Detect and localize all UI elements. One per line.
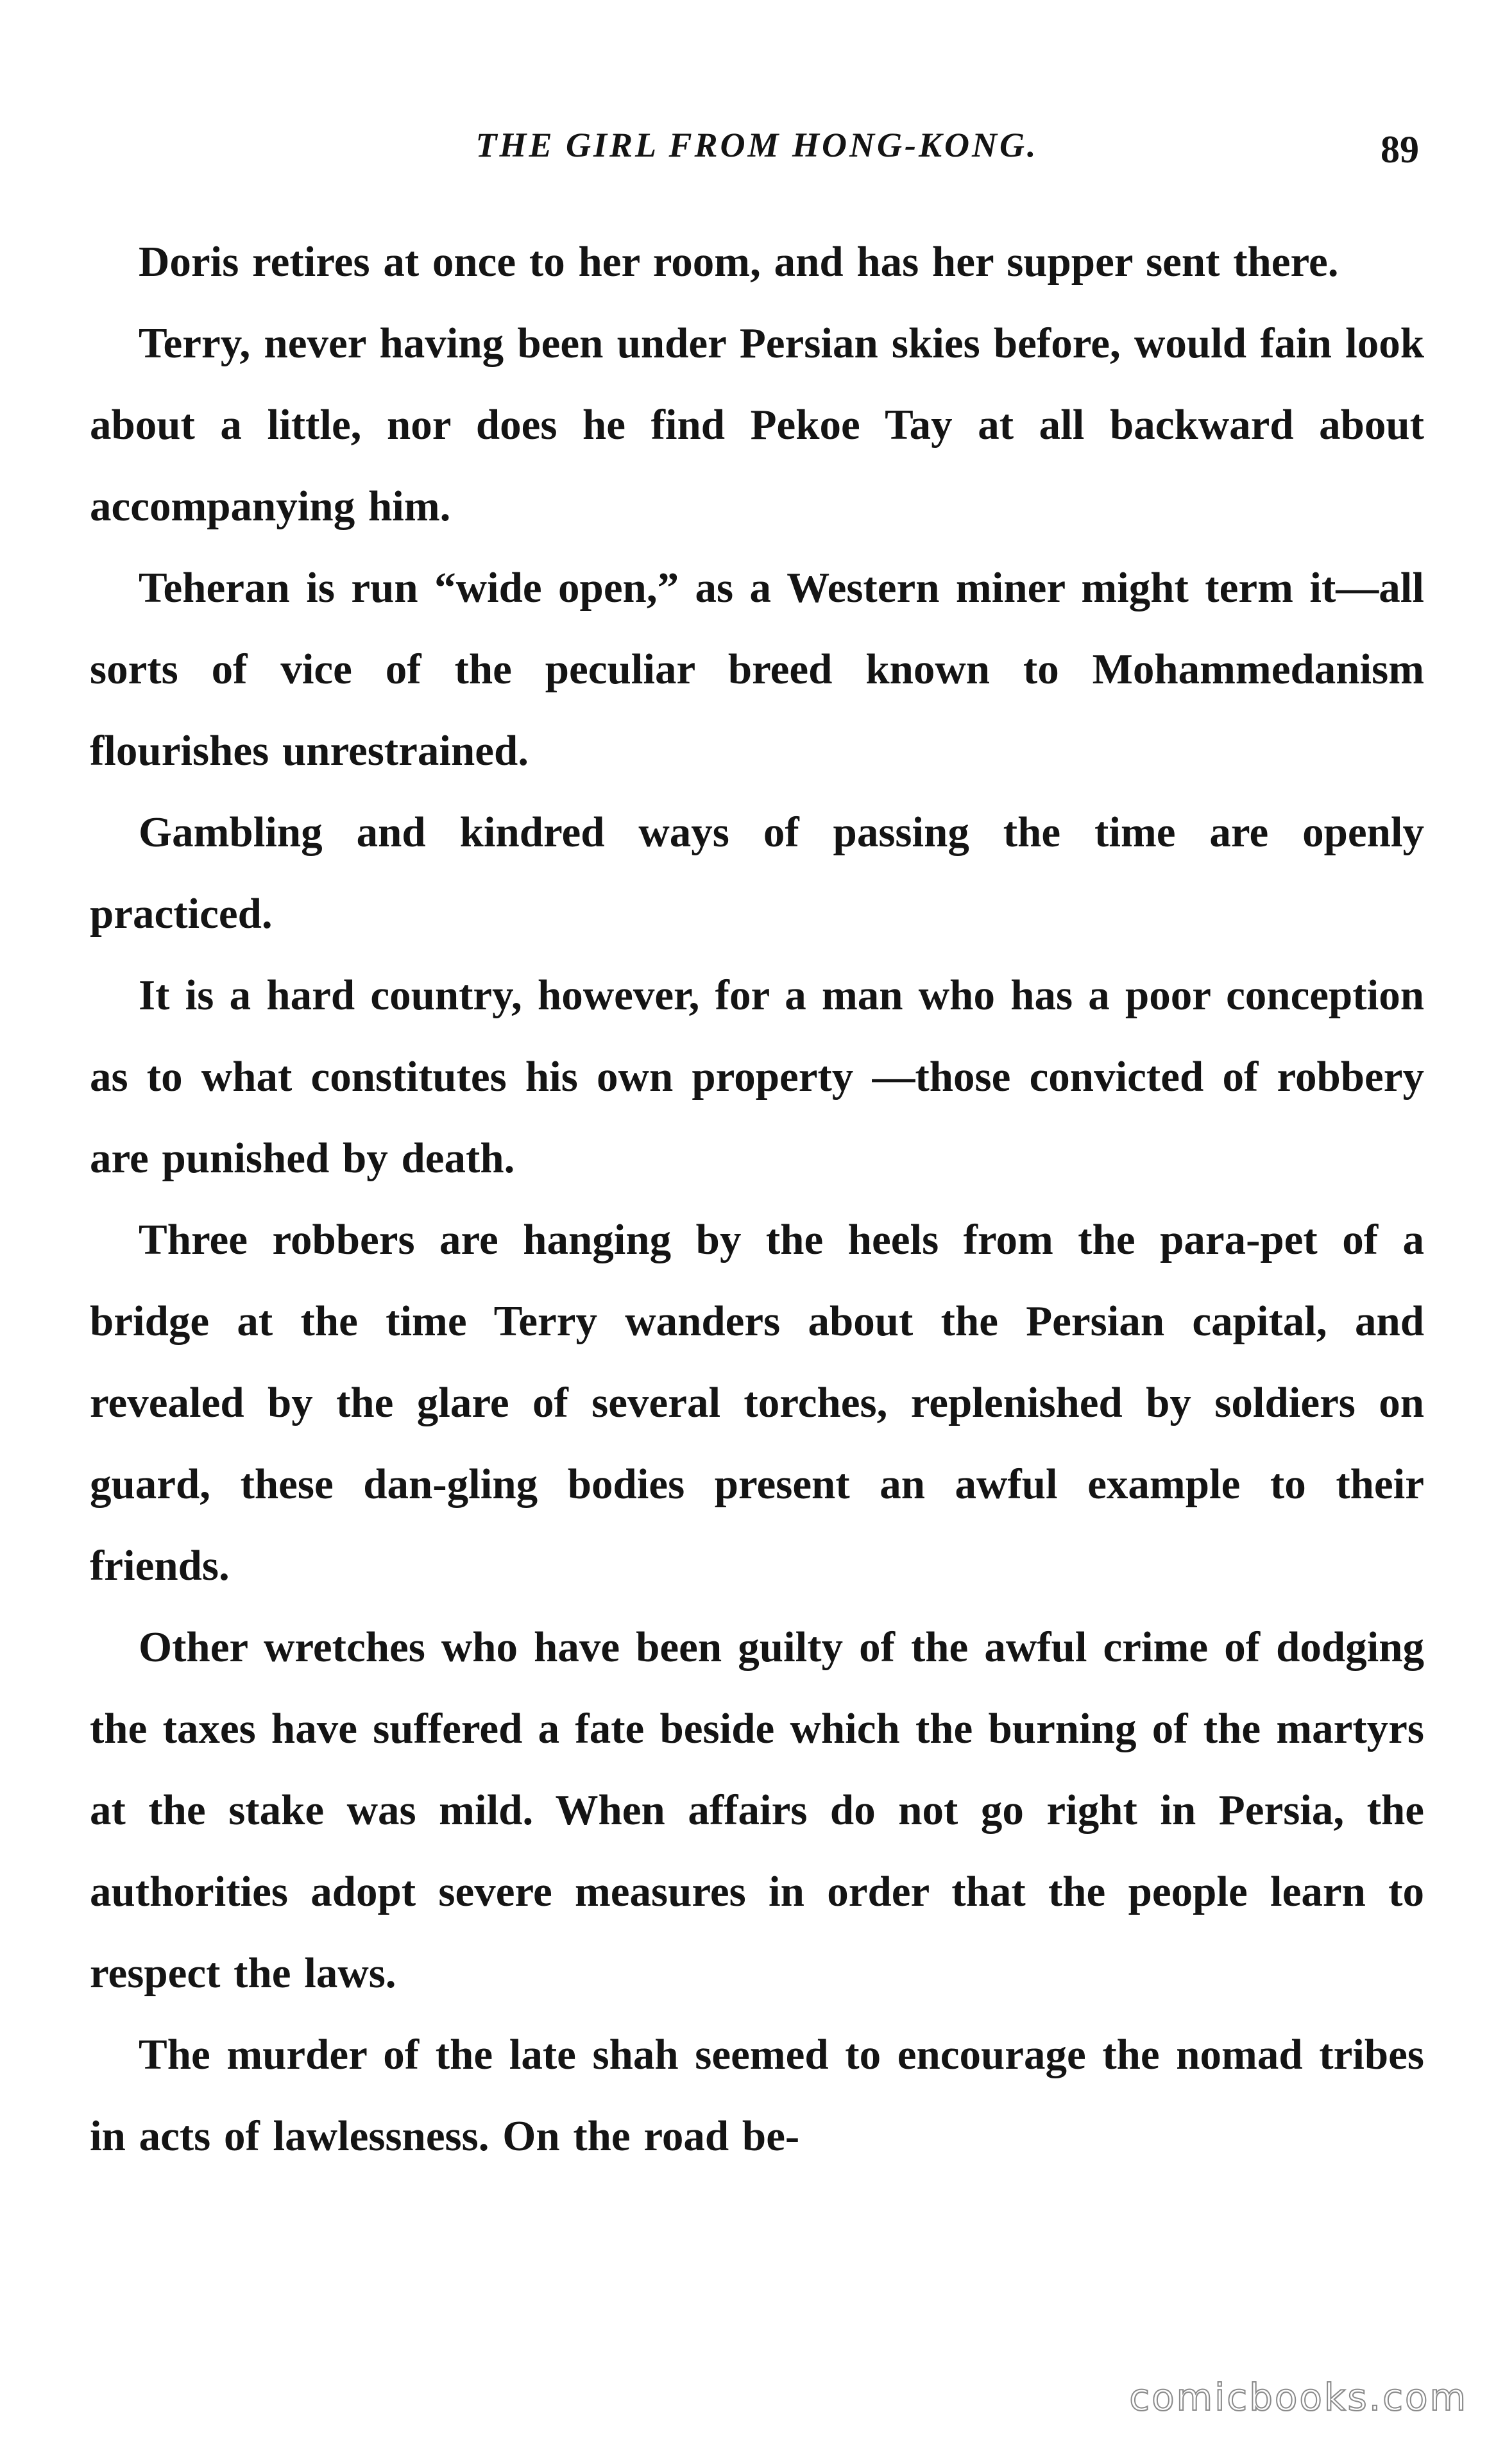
paragraph: It is a hard country, however, for a man who has a poor conception as to what constitutes his own property —those convicted of robbery are punished by death. bbox=[90, 971, 1424, 1182]
paragraph: Other wretches who have been guilty of the awful crime of dodging the taxes have suffered a fate beside which the burning of the martyrs at the stake was mild. When affairs do not go right in Persia, the authorities adopt severe measures in order that the people learn to respect the laws. bbox=[90, 1623, 1424, 1997]
page-header bbox=[90, 125, 1424, 183]
paragraph: Teheran is run “wide open,” as a Western miner might term it—all sorts of vice of the peculiar breed known to Mohammedanism flourishes unrestrained. bbox=[90, 564, 1424, 774]
paragraph: Terry, never having been under Persian skies before, would fain look about a little, nor does he find Pekoe Tay at all backward about accompanying him. bbox=[90, 320, 1424, 530]
paragraph: Three robbers are hanging by the heels from the para-pet of a bridge at the time Terry wanders about the Persian capital, and revealed by the glare of several torches, replenished by soldiers on guard, these dan-gling bodies present an awful example to their friends. bbox=[90, 1216, 1424, 1589]
paragraph: The murder of the late shah seemed to encourage the nomad tribes in acts of lawlessness. On the road be- bbox=[90, 2031, 1424, 2160]
page-number: 89 bbox=[1381, 128, 1419, 171]
watermark: comicbooks.com bbox=[1129, 2375, 1468, 2419]
body-text bbox=[90, 221, 1424, 2177]
paragraph: Gambling and kindred ways of passing the time are openly practiced. bbox=[90, 809, 1424, 937]
running-title: THE GIRL FROM HONG-KONG. bbox=[475, 126, 1039, 164]
paragraph: Doris retires at once to her room, and has her supper sent there. bbox=[139, 238, 1339, 286]
